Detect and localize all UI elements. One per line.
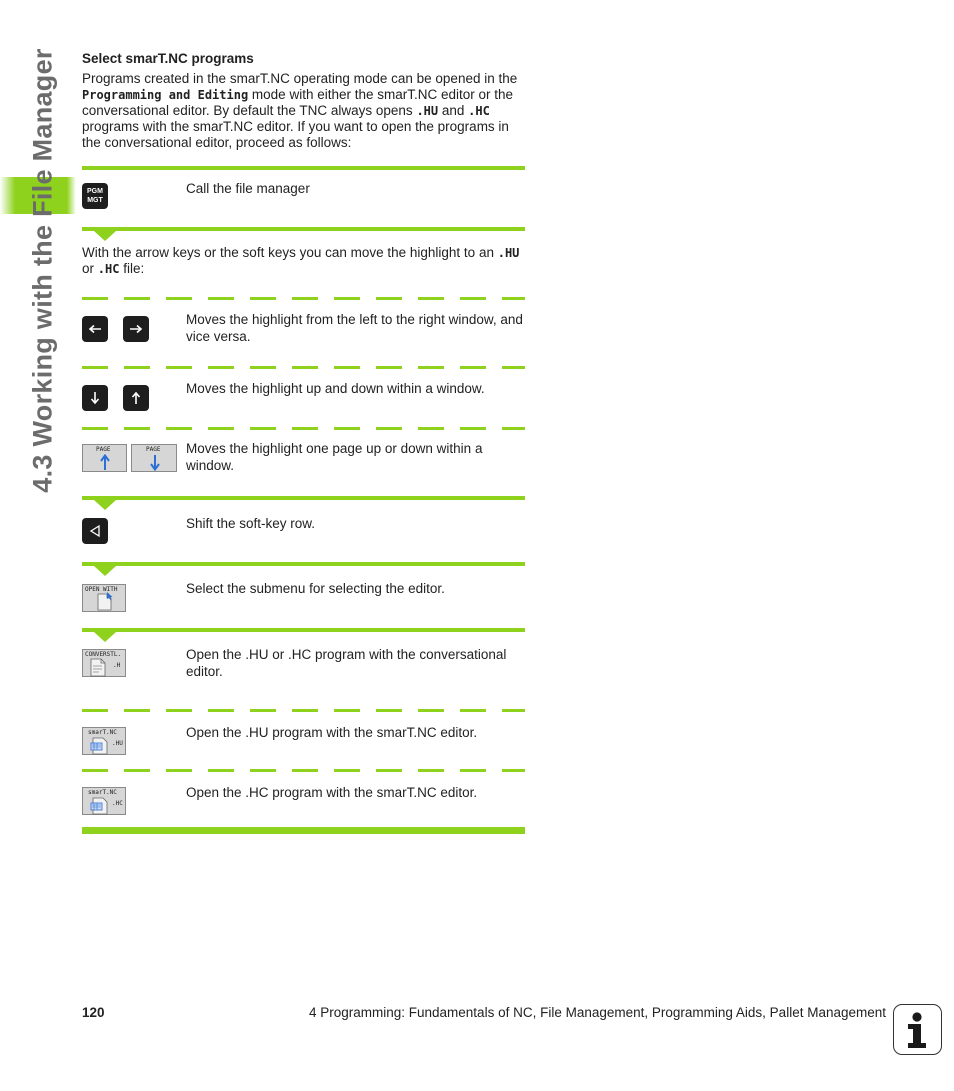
intro-paragraph: [82, 71, 524, 151]
softkey-sublabel: .H: [113, 662, 121, 669]
arrow-left-icon: [88, 324, 102, 334]
smartnc-hc-softkey[interactable]: [82, 787, 126, 815]
step-description: Select the submenu for selecting the editor.: [186, 581, 445, 596]
step-description: Moves the highlight one page up or down within a window.: [186, 441, 483, 473]
footer-chapter-text: 4 Programming: Fundamentals of NC, File Management, Programming Aids, Pallet Management: [308, 1005, 886, 1020]
softkey-sublabel: .HU: [112, 740, 123, 747]
step-divider: [82, 628, 525, 632]
page-down-softkey[interactable]: [131, 444, 177, 472]
step-arrow-marker: [94, 231, 116, 241]
smartnc-hu-softkey[interactable]: [82, 727, 126, 755]
softkey-label: PAGE: [96, 446, 111, 453]
step-description: Moves the highlight from the left to the right window, and vice versa.: [186, 312, 523, 344]
document-cursor-icon: [96, 592, 116, 612]
step-divider: [82, 166, 525, 170]
document-icon: [89, 658, 109, 677]
file-extension: .HC: [468, 104, 490, 118]
step-description: Open the .HU program with the smarT.NC editor.: [186, 725, 478, 740]
file-extension: .HU: [416, 104, 439, 118]
intro-text: mode with either the smarT.NC editor or the conversational editor. By default the TNC always opens: [82, 87, 514, 118]
dashed-divider: [82, 709, 525, 712]
key-label: PGM: [87, 188, 103, 195]
intro-text: Programs created in the smarT.NC operating mode can be opened in the: [82, 71, 518, 86]
intro-text: file:: [119, 261, 145, 276]
mode-name: Programming and Editing: [82, 88, 249, 102]
dashed-divider: [82, 366, 525, 369]
arrow-right-icon: [129, 324, 143, 334]
chapter-side-title: [20, 47, 66, 493]
key-label: MGT: [87, 197, 103, 204]
softkey-label: smarT.NC: [88, 729, 117, 736]
step-description: Open the .HC program with the smarT.NC editor.: [186, 785, 478, 800]
step-divider: [82, 496, 525, 500]
step-divider: [82, 562, 525, 566]
open-with-softkey[interactable]: [82, 584, 126, 612]
step-description: Shift the soft-key row.: [186, 516, 316, 531]
section-heading: Select smarT.NC programs: [82, 51, 254, 66]
page-up-softkey[interactable]: [82, 444, 127, 472]
file-extension: .HC: [97, 262, 120, 276]
conversational-editor-softkey[interactable]: [82, 649, 126, 677]
section-end-bar: [82, 827, 525, 834]
dashed-divider: [82, 427, 525, 430]
info-i-glyph: [894, 1005, 940, 1053]
step-description: Moves the highlight up and down within a window.: [186, 381, 485, 396]
arrow-up-key[interactable]: [123, 385, 149, 411]
intro-text: and: [438, 103, 469, 118]
arrow-up-icon: [99, 454, 111, 471]
dashed-divider: [82, 769, 525, 772]
chapter-title-text: 4.3 Working with the File Manager: [27, 47, 58, 493]
softkey-label: smarT.NC: [88, 789, 117, 796]
page-number: 120: [82, 1005, 105, 1020]
step-description: Open the .HU or .HC program with the conversational editor.: [186, 647, 507, 679]
arrow-up-icon: [131, 391, 141, 405]
arrow-down-icon: [90, 391, 100, 405]
softkey-label: PAGE: [146, 446, 161, 453]
intro-text: programs with the smarT.NC editor. If you want to open the programs in the conversational editor, proceed as follows:: [82, 119, 509, 150]
arrow-left-key[interactable]: [82, 316, 108, 342]
step-arrow-marker: [94, 632, 116, 642]
step-arrow-marker: [94, 500, 116, 510]
dashed-divider: [82, 297, 525, 300]
file-extension: .HU: [497, 246, 520, 260]
step-divider: [82, 227, 525, 231]
softkey-label: CONVERSTL.: [85, 651, 122, 658]
softkey-label: OPEN WITH: [85, 586, 118, 593]
info-icon: [893, 1004, 942, 1055]
softkey-shift-key[interactable]: [82, 518, 108, 544]
step-description: Call the file manager: [186, 181, 310, 196]
pgm-mgt-key[interactable]: [82, 183, 108, 209]
triangle-left-icon: [88, 524, 102, 538]
smartnc-document-icon: [89, 737, 111, 755]
arrow-intro-paragraph: [82, 245, 524, 277]
softkey-sublabel: .HC: [112, 800, 123, 807]
arrow-down-key[interactable]: [82, 385, 108, 411]
arrow-right-key[interactable]: [123, 316, 149, 342]
smartnc-document-icon: [89, 797, 111, 815]
step-arrow-marker: [94, 566, 116, 576]
arrow-down-icon: [149, 454, 161, 471]
intro-text: or: [82, 261, 98, 276]
intro-text: With the arrow keys or the soft keys you can move the highlight to an: [82, 245, 498, 260]
